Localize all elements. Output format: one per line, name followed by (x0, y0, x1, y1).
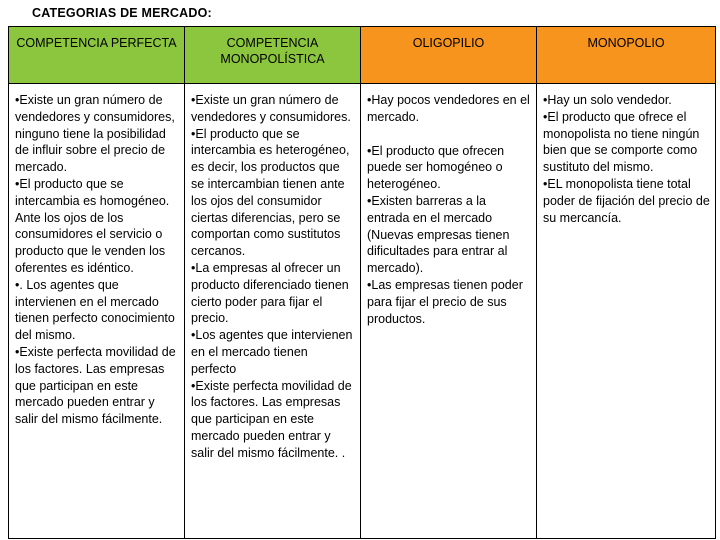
market-categories-table (8, 26, 716, 539)
cell-competencia-monopolistica (185, 84, 361, 539)
list-item: •El producto que se intercambia es heterogéneo, es decir, los productos que se intercambian tienen ante los ojos del consumidor ciertas diferencias, pero se comportan como sustitutos cercanos. (191, 126, 350, 259)
list-item: •El producto que se intercambia es homogéneo. Ante los ojos de los consumidores el servicio o producto que le venden los oferentes es idéntico. (15, 176, 170, 275)
list-item: •Hay un solo vendedor. (543, 93, 672, 107)
list-item: •Hay pocos vendedores en el mercado. (367, 93, 530, 124)
table-header-row (9, 27, 716, 84)
list-item: •Los agentes que intervienen en el mercado tienen perfecto (191, 328, 353, 376)
list-item: •El producto que ofrecen puede ser homogéneo o heterogéneo. (367, 143, 505, 192)
list-item: •El producto que ofrece el monopolista no tiene ningún bien que se comporte como sustituto del mismo. (543, 109, 700, 175)
table-row (9, 84, 716, 539)
list-item: •Existe perfecta movilidad de los factores. Las empresas que participan en este mercado pueden entrar y salir del mismo fácilmente. (15, 344, 176, 427)
cell-oligopolio (361, 84, 537, 539)
list-item: •Existen barreras a la entrada en el mercado (Nuevas empresas tienen dificultades para entrar al mercado). (367, 193, 510, 276)
header-competencia-monopolistica: COMPETENCIA MONOPOLÍSTICA (185, 27, 361, 84)
list-item: •La empresas al ofrecer un producto diferenciado tienen cierto poder para fijar el precio. (191, 260, 349, 326)
page-title: CATEGORIAS DE MERCADO: (32, 6, 212, 20)
header-oligopolio: OLIGOPILIO (361, 27, 537, 84)
list-item: •Las empresas tienen poder para fijar el precio de sus productos. (367, 277, 523, 326)
list-item: •EL monopolista tiene total poder de fijación del precio de su mercancía. (543, 176, 710, 225)
list-item: •Existe un gran número de vendedores y consumidores. (191, 93, 351, 124)
list-item: •Existe perfecta movilidad de los factores. Las empresas que participan en este mercado pueden entrar y salir del mismo fácilmente. . (191, 378, 352, 460)
cell-competencia-perfecta (9, 84, 185, 539)
header-monopolio: MONOPOLIO (537, 27, 716, 84)
list-item: •Existe un gran número de vendedores y consumidores, ninguno tiene la posibilidad de influir sobre el precio de mercado. (15, 93, 175, 175)
list-item: •. Los agentes que intervienen en el mercado tienen perfecto conocimiento del mismo. (15, 277, 175, 343)
cell-monopolio (537, 84, 716, 539)
header-competencia-perfecta: COMPETENCIA PERFECTA (9, 27, 185, 84)
